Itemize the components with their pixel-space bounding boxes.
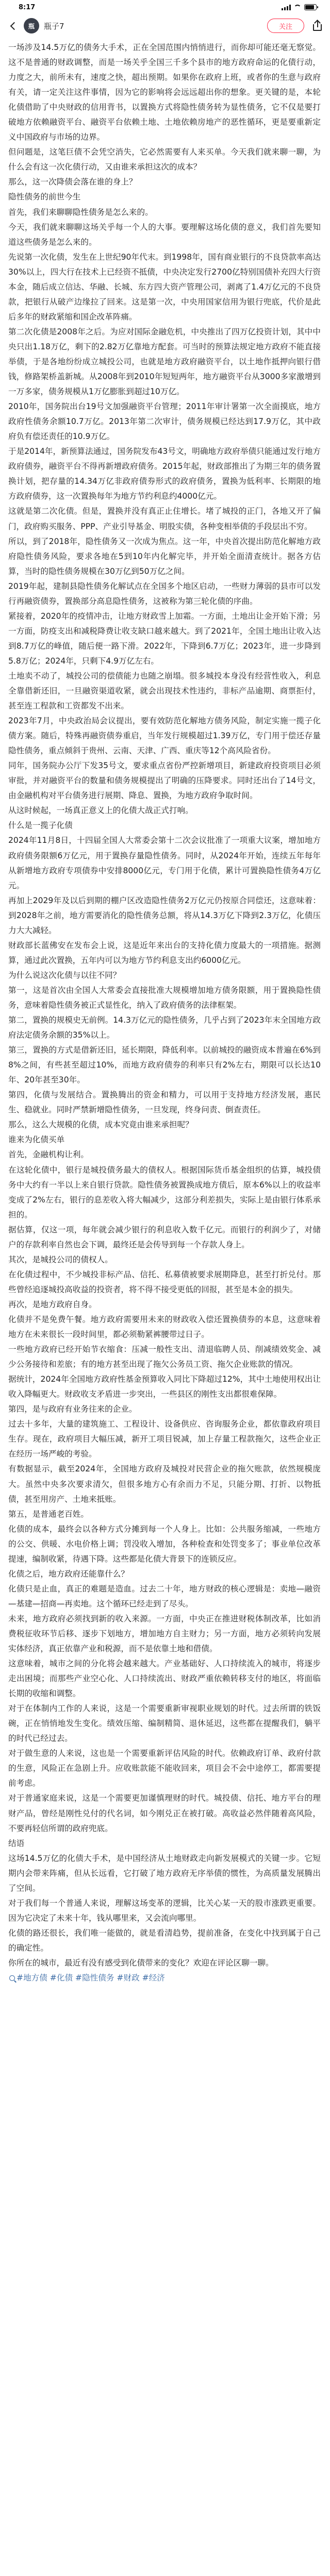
post-paragraph: 第三，置换的方式是借新还旧，延长期限，降低利率。以前城投的融资成本普遍在6%到8%之间，有些甚至超过10%，而地方政府债券的利率只有2%左右，期限可以长达10年、20年甚至30年。 — [8, 1045, 321, 1085]
post-paragraph: 2023年7月，中央政治局会议提出，要有效防范化解地方债务风险，制定实施一揽子化债方案。随后，特殊再融资债券重启，当年发行规模超过1.39万亿，专门用于偿还存量隐性债务，重点倾斜于贵州、云南、天津、广西、重庆等12个高风险省份。 — [8, 716, 321, 756]
post-paragraph: 未来，地方政府必须找到新的收入来源。一方面，中央正在推进财税体制改革，比如消费税征收环节后移、逐步下划地方，增加地方自主财力；另一方面，地方必须转向发展实体经济，真正依靠产业和税源，而不是依靠土地和借债。 — [8, 1614, 321, 1654]
top-navigation-bar — [0, 14, 330, 37]
post-paragraph: 紧接着，2020年的疫情冲击，让地方财政雪上加霜。一方面，土地出让金开始下滑；另一方面，防疫支出和减税降费让收支缺口越来越大。到了2021年，全国土地出让收入达到8.7万亿的峰值，随后便一路下滑。2022年，下降到6.7万亿；2023年，进一步降到5.8万亿；2024年，只剩下4.9万亿左右。 — [8, 611, 321, 666]
status-time: 8:17 — [19, 3, 36, 11]
post-paragraph: 在这轮化债中，银行是城投债务最大的债权人。根据国际货币基金组织的估算，城投债务中大约有一半以上来自银行贷款。隐性债务被置换成地方债后，原本6%以上的收益率变成了2%左右，银行的息差收入将大幅减少，这部分利差损失，实际上是由银行体系承担的。 — [8, 1165, 321, 1219]
post-paragraph: 同年，国务院办公厅下发35号文，要求重点省份严控新增项目，新建政府投资项目必须审批，并对融资平台的数量和债务规模提出了明确的压降要求。同时还出台了14号文，由金融机构对平台债务进行展期、降息、置换，为地方政府争取时间。 — [8, 761, 321, 801]
post-paragraph: 于是2014年，新预算法通过，国务院发布43号文，明确地方政府举债只能通过发行地方政府债券，融资平台不得再新增政府债务。2015年起，财政部推出了为期三年的债务置换计划，把存量的14.34万亿非政府债券形式的政府债务，置换为低利率、长期限的地方政府债券，这一次置换每年为地方节约利息约4000亿元。 — [8, 447, 321, 501]
post-paragraph: 谁来为化债买单 — [8, 1135, 65, 1145]
post-paragraph: 为什么说这次化债与以往不同？ — [8, 970, 121, 980]
post-paragraph: 化债之后，地方政府还能靠什么？ — [8, 1569, 129, 1579]
post-paragraph: 化债并不是免费午餐。地方政府需要用未来的财政收入偿还置换债券的本息，这意味着地方在未来很长一段时间里，都必须勒紧裤腰带过日子。 — [8, 1314, 321, 1340]
post-paragraph: 再次，是地方政府自身。 — [8, 1299, 97, 1309]
post-paragraph: 第一，这是首次由全国人大常委会直接批准大规模增加地方债务限额，用于置换隐性债务，意味着隐性债务被正式显性化，纳入了政府债务的法律框架。 — [8, 985, 321, 1010]
post-paragraph: 什么是一揽子化债 — [8, 821, 73, 831]
author-name[interactable]: 瓶子7 — [44, 21, 64, 31]
post-paragraph: 第四，化债与发展结合。置换腾出的资金和精力，可以用于支持地方经济发展，惠民生、稳就业。同时严禁新增隐性债务，一旦发现，终身问责、倒查责任。 — [8, 1090, 321, 1115]
post-paragraph: 有数据显示，截至2024年，全国地方政府及城投对民营企业的拖欠账款，依然规模庞大。虽然中央多次要求清欠，但很多地方心有余而力不足，只能分期、打折、以物抵债，甚至用房产、土地来抵账。 — [8, 1464, 321, 1504]
post-paragraph: 过去十多年，大量的建筑施工、工程设计、设备供应、咨询服务企业，都依靠政府项目生存。现在，政府项目大幅压减，新开工项目锐减，加上存量工程款拖欠，这些企业正在经历一场严峻的考验。 — [8, 1419, 321, 1459]
post-paragraph: 这就是第二次化债。但是，置换并没有真正止住增长。堵了城投的正门，各地又开了偏门，政府购买服务、PPP、产业引导基金、明股实债，各种变相举债的手段层出不穷。 — [8, 506, 321, 531]
post-paragraph: 据估算，仅这一项，每年就会减少银行的利息收入数千亿元。而银行的利润少了，对储户的存款利率自然也会下调，最终还是会传导到每一个存款人身上。 — [8, 1225, 321, 1249]
topic-search-icon — [9, 1975, 15, 1981]
share-icon[interactable] — [311, 20, 324, 32]
post-paragraph: 首先，我们来聊聊隐性债务是怎么来的。 — [8, 207, 153, 217]
post-paragraph: 一场涉及14.5万亿的债务大手术，正在全国范围内悄悄进行，而你却可能还毫无察觉。这不是普通的财政调整，而是一场关乎全国三千多个县市的地方政府命运的化债行动，力度之大，前所未有，速度之快，超出预期。如果你在政府上班，或者你的生意与政府有关，请一定关注这件事情，因为它的影响将会远远超出你的想象。更关键的是，本轮化债借助了中央财政的信用背书，以置换方式将隐性债务转为显性债务，它不仅是要打破地方依赖融资平台、融资平台依赖土地、土地依赖房地产的恶性循环，更是要重新定义中国政府与市场的边界。 — [8, 43, 321, 142]
cellular-signal-icon — [282, 5, 291, 10]
post-hashtags[interactable] — [8, 1971, 321, 1986]
post-paragraph: 这意味着，城市之间的分化将会越来越大。产业基础好、人口持续流入的城市，将逐步走出困境；而那些产业空心化、人口持续流出、财政严重依赖转移支付的地区，将面临长期的收缩和调整。 — [8, 1659, 321, 1699]
post-paragraph: 第二，置换的规模史无前例。14.3万亿元的隐性债务，几乎占到了2023年末全国地方政府法定债务余额的35%以上。 — [8, 1015, 321, 1040]
post-paragraph: 隐性债务的前世今生 — [8, 192, 81, 202]
post-paragraph: 2024年11月8日，十四届全国人大常委会第十二次会议批准了一项重大议案，增加地方政府债务限额6万亿元，用于置换存量隐性债务。同时，从2024年开始，连续五年每年从新增地方政府专项债券中安排8000亿元，专门用于化债，累计可置换隐性债务4万亿元。 — [8, 836, 321, 890]
post-paragraph: 对于做生意的人来说，这也是一个需要重新评估风险的时代。依赖政府订单、政府付款的生意，风险正在急剧上升。应收账款能不能收回来，项目会不会中途停工，都需要提前考虑。 — [8, 1749, 321, 1788]
post-paragraph: 2010年，国务院出台19号文加强融资平台管理；2011年审计署第一次全面摸底，地方政府性债务余额10.7万亿。2013年第二次审计，债务规模已经达到17.9万亿，其中政府负有偿还责任的10.9万亿。 — [8, 402, 321, 442]
post-paragraph: 据统计，2024年全国地方政府性基金预算收入同比下降超过12%，其中土地使用权出让收入降幅更大。财政收支矛盾进一步突出，一些县区的刚性支出都很难保障。 — [8, 1375, 321, 1399]
post-paragraph: 所以，到了2018年，隐性债务又一次成为焦点。这一年，中央首次提出防范化解地方政府隐性债务风险，要求各地在5到10年内化解完毕，并开始全面清查统计。据各方估算，当时的隐性债务规模在30万亿到50万亿之间。 — [8, 536, 321, 576]
post-paragraph: 土地卖不动了，城投公司的偿债能力也随之崩塌。很多城投本身没有经营性收入，利息全靠借新还旧，一旦融资渠道收紧，就会出现技术性违约，非标产品逾期、商票拒付，甚至连工程款和工资都发不出来。 — [8, 671, 321, 711]
post-paragraph: 财政部长蓝佛安在发布会上说，这是近年来出台的支持化债力度最大的一项措施。据测算，通过此次置换，五年内可以为地方节约利息支出约6000亿元。 — [8, 940, 321, 965]
post-paragraph: 今天，我们就来聊聊这场关乎每一个人的大事。要理解这场化债的意义，我们首先要知道这些债务是怎么来的。 — [8, 222, 321, 247]
post-paragraph: 第五，是普通老百姓。 — [8, 1509, 89, 1519]
post-content — [8, 40, 321, 2576]
post-paragraph: 在化债过程中，不少城投非标产品、信托、私募债被要求展期降息，甚至打折兑付。那些曾经追逐城投高收益的投资者，将不得不接受更低的回报，甚至是本金的损失。 — [8, 1269, 321, 1294]
post-paragraph: 一些地方政府已经开始节衣缩食：压减一般性支出、清退临聘人员、削减绩效奖金、减少公务接待和差旅；有的地方甚至出现了拖欠公务员工资、拖欠企业账款的情况。 — [8, 1345, 321, 1369]
post-paragraph: 第二次化债是2008年之后。为应对国际金融危机，中央推出了四万亿投资计划，其中中央只出1.18万亿，剩下的2.82万亿靠地方配套。可当时的预算法规定地方政府不能直接举债，于是各地纷纷成立城投公司，也就是地方政府融资平台，以土地作抵押向银行借钱，修路架桥盖新城。从2008年到2010年短短两年，地方融资平台从3000多家激增到一万多家，债务规模从1万亿膨胀到超过10万亿。 — [8, 327, 321, 397]
post-paragraph: 结语 — [8, 1838, 25, 1848]
post-paragraph: 但问题是，这笔巨债不会凭空消失，它必然需要有人来买单。今天我们就来聊一聊，为什么会有这一次化债行动，又由谁来承担这次的成本？ — [8, 147, 321, 172]
post-paragraph: 第四，是与政府有业务往来的企业。 — [8, 1404, 137, 1414]
post-paragraph: 化债的路还很长，我们唯一能做的，就是看清趋势，提前准备，在变化中找到属于自己的确定性。 — [8, 1928, 321, 1953]
follow-button[interactable]: 关注 — [267, 19, 304, 33]
post-paragraph: 先说第一次化债，发生在上世纪90年代末。到1998年，国有商业银行的不良贷款率高达30%以上，四大行在技术上已经资不抵债，中央决定发行2700亿特别国债补充四大行资本金，随后成立信达、华融、长城、东方四大资产管理公司，剥离了1.4万亿元的不良贷款，把银行从破产边缘拉了回来。这是第一次，中央用国家信用为银行兜底，代价是此后多年的财政紧缩和国企改革阵痛。 — [8, 252, 321, 321]
post-paragraph: 对于在体制内工作的人来说，这是一个需要重新审视职业规划的时代。过去所谓的铁饭碗，正在悄悄地发生变化。绩效压缩、编制精简、退休延迟，这些都在提醒我们，躺平的时代已经过去。 — [8, 1704, 321, 1743]
post-paragraph: 2019年起，建制县隐性债务化解试点在全国多个地区启动，一些财力薄弱的县市可以发行再融资债券，置换部分高息隐性债务，这被称为第三轮化债的序曲。 — [8, 581, 321, 606]
hashtag-links[interactable]: #地方债 #化债 #隐性债务 #财政 #经济 — [16, 1973, 165, 1983]
author-avatar[interactable]: 瓶 — [24, 18, 39, 33]
status-icons — [282, 4, 317, 10]
post-paragraph: 再加上2029年及以后到期的棚户区改造隐性债务2万亿元仍按原合同偿还，这意味着：到2028年之前，地方需要消化的隐性债务总额，将从14.3万亿下降到2.3万亿，化债压力大大减轻。 — [8, 895, 321, 935]
post-paragraph: 其次，是城投公司的债权人。 — [8, 1255, 113, 1264]
post-paragraph: 化债只是止血，真正的难题是造血。过去二十年，地方财政的核心逻辑是：卖地—融资—基建—招商—再卖地。这个循环已经走到了尽头。 — [8, 1584, 321, 1608]
post-paragraph: 那么，这么大规模的化债，成本究竟由谁来承担呢？ — [8, 1120, 193, 1130]
battery-icon — [304, 4, 317, 10]
post-paragraph: 对于我们每一个普通人来说，理解这场变革的逻辑，比关心某一天的股市涨跌更重要。因为它决定了未来十年，钱从哪里来，又会流向哪里。 — [8, 1898, 321, 1923]
post-paragraph: 那么，这一次降债会落在谁的身上？ — [8, 177, 137, 187]
post-paragraph: 这场14.5万亿的化债大手术，是中国经济从土地财政走向新发展模式的关键一步。它短期内会带来阵痛，但从长远看，它打破了地方政府无序举债的惯性，为高质量发展腾出了空间。 — [8, 1853, 321, 1893]
post-paragraph: 化债的成本，最终会以各种方式分摊到每一个人身上。比如：公共服务缩减，一些地方的公交、供暖、水电价格上调；罚没收入增加，各种检查和处罚变多了；事业单位改革提速，编制收紧，待遇下降。这些都是化债大背景下的连锁反应。 — [8, 1524, 321, 1564]
status-bar — [0, 0, 330, 14]
post-paragraph: 对于普通家庭来说，这是一个需要更加谨慎理财的时代。城投债、信托、地方平台的理财产品，曾经是刚性兑付的代名词，如今刚兑正在被打破。高收益必然伴随着高风险，不要再轻信所谓的政府兜底。 — [8, 1793, 321, 1833]
wifi-icon — [294, 5, 301, 10]
back-arrow-icon[interactable] — [6, 19, 20, 32]
post-paragraph: 从这时候起，一场真正意义上的化债大战正式打响。 — [8, 806, 193, 816]
post-paragraph: 首先，金融机构让利。 — [8, 1150, 89, 1160]
post-paragraph: 你所在的城市，最近有没有感受到化债带来的变化？欢迎在评论区聊一聊。 — [8, 1958, 274, 1968]
